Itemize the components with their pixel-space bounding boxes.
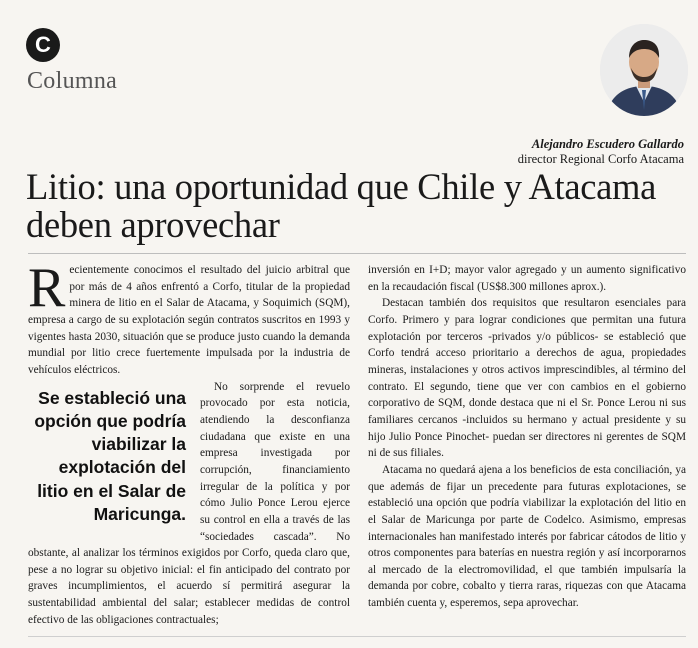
paragraph-3: Destacan también dos requisitos que resultaron esenciales para Corfo. Primero y para lograr condiciones que permitan una futura explotación por terceros -privados y/o públicos- se estableció que Corfo tendrá acceso prioritario a derechos de agua, propiedades mineras, instalaciones y otros activos imprescindibles, al término del contrato. El segundo, tiene que ver con cambios en el gobierno corporativo de SQM, donde destaca que ni el Sr. Ponce Lerou ni sus familiares cercanos -incluidos su hermano y actual presidente y su hijo Julio Ponce Pinochet- puedan ser directores ni gerentes de SQM ni de sus filiales. (368, 297, 686, 460)
author-portrait-icon (600, 24, 688, 116)
logo-letter: C (35, 32, 51, 57)
paragraph-intro (28, 257, 350, 379)
paragraph-2: No sorprende el revuelo provocado por esta noticia, atendiendo la desconfianza ciudadana que existe en una empresa investigada por corrupción, financiamiento irregular de la política y por cómo Julio Ponce Lerou ejerce su control en ella a través de las “sociedades cascada”. No obstante, al analizar los términos exigidos por Corfo, queda claro que, pese a no lograr su objetivo inicial: el fin anticipado del contrato por graves incumplimientos, el acuerdo sí permitirá asegurar la sustentabilidad ambiental del salar; establecer medidas de control efectivo de las obligaciones contractuales; (28, 380, 350, 626)
author-name: Alejandro Escudero Gallardo (531, 137, 684, 151)
pull-quote: Se estableció una opción que podría viabilizar la explotación del litio en el Salar de Maricunga. (34, 387, 186, 525)
section-label: Columna (27, 68, 118, 94)
drop-cap: R (28, 257, 66, 319)
article-column-right (368, 262, 686, 612)
article-column-left (28, 257, 350, 628)
bottom-divider (28, 636, 686, 637)
author-photo (600, 24, 688, 116)
author-role: director Regional Corfo Atacama (517, 152, 684, 166)
headline: Litio: una oportunidad que Chile y Atacama deben aprovechar (26, 166, 657, 245)
paragraph-intro-text: ecientemente conocimos el resultado del juicio arbitral que por más de 4 años enfrentó a Corfo, titular de la propiedad minera de litio en el Salar de Atacama, y Soquimich (SQM), empresa a cargo de su explotación según contratos suscritos en 1993 y vigentes hasta 2030, situación que se produce justo cuando la demanda mundial por litio crece fuertemente impulsada por la industria de vehículos eléctricos. (28, 264, 350, 376)
headline-divider (28, 253, 686, 254)
paragraph-4: Atacama no quedará ajena a los beneficios de esta conciliación, ya que además de fijar un precedente para futuras explotaciones, se estableció una opción que podría viabilizar la explotación del litio en el Salar de Maricunga por parte de Codelco. Asimismo, empresas internacionales han manifestado interés por fabricar cátodos de litio y otros componentes para baterías en nuestra región y así incorporarnos al mercado de la electromovilidad, el que también impulsaría la demanda por cobre, cobalto y tierra raras, riquezas con que Atacama también cuenta y, esperemos, sepa aprovechar. (368, 463, 686, 610)
author-byline (518, 137, 684, 167)
logo-badge (26, 28, 60, 62)
paragraph-2-continued: inversión en I+D; mayor valor agregado y un aumento significativo en la recaudación fiscal (US$8.300 millones aprox.). (368, 264, 686, 293)
